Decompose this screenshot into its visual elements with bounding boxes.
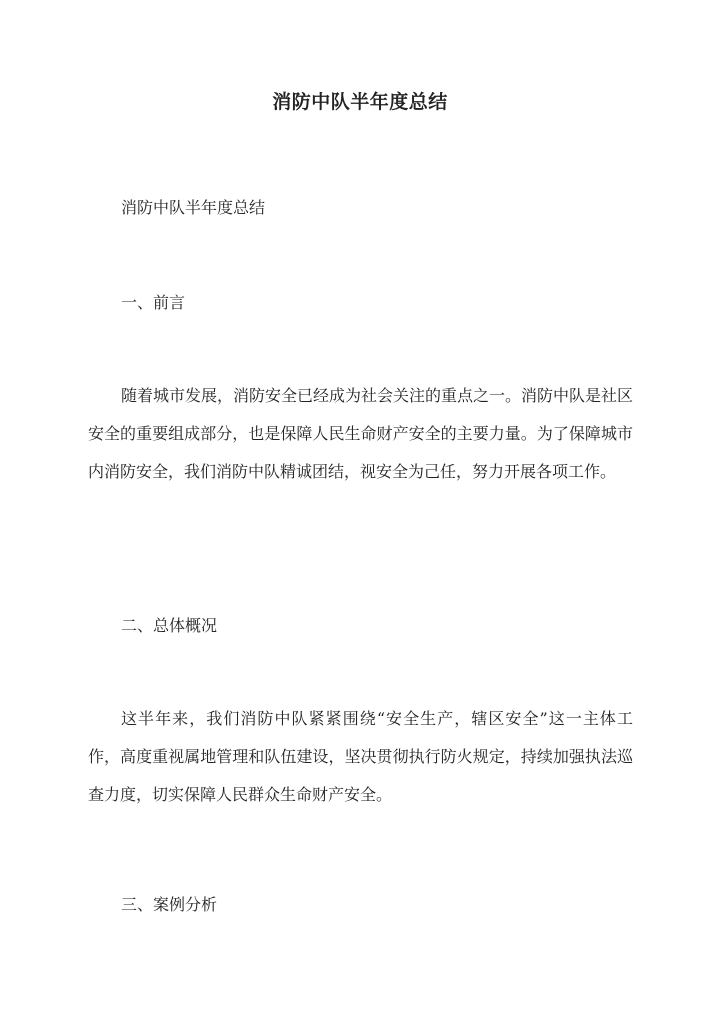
section-heading-preface: 一、前言 [121, 293, 186, 312]
paragraph-preface: 随着城市发展，消防安全已经成为社会关注的重点之一。消防中队是社区安全的重要组成部分，也是保障人民生命财产安全的主要力量。为了保障城市内消防安全，我们消防中队精诚团结，视安全为己任，努力开展各项工作。 [88, 386, 634, 481]
section-heading-overview: 二、总体概况 [121, 616, 218, 635]
document-subtitle: 消防中队半年度总结 [121, 198, 266, 217]
page-title: 消防中队半年度总结 [272, 91, 448, 113]
paragraph-overview: 这半年来，我们消防中队紧紧围绕“安全生产，辖区安全”这一主体工作，高度重视属地管理和队伍建设，坚决贯彻执行防火规定，持续加强执法巡查力度，切实保障人民群众生命财产安全。 [88, 709, 633, 804]
section-heading-case-analysis: 三、案例分析 [121, 895, 218, 914]
